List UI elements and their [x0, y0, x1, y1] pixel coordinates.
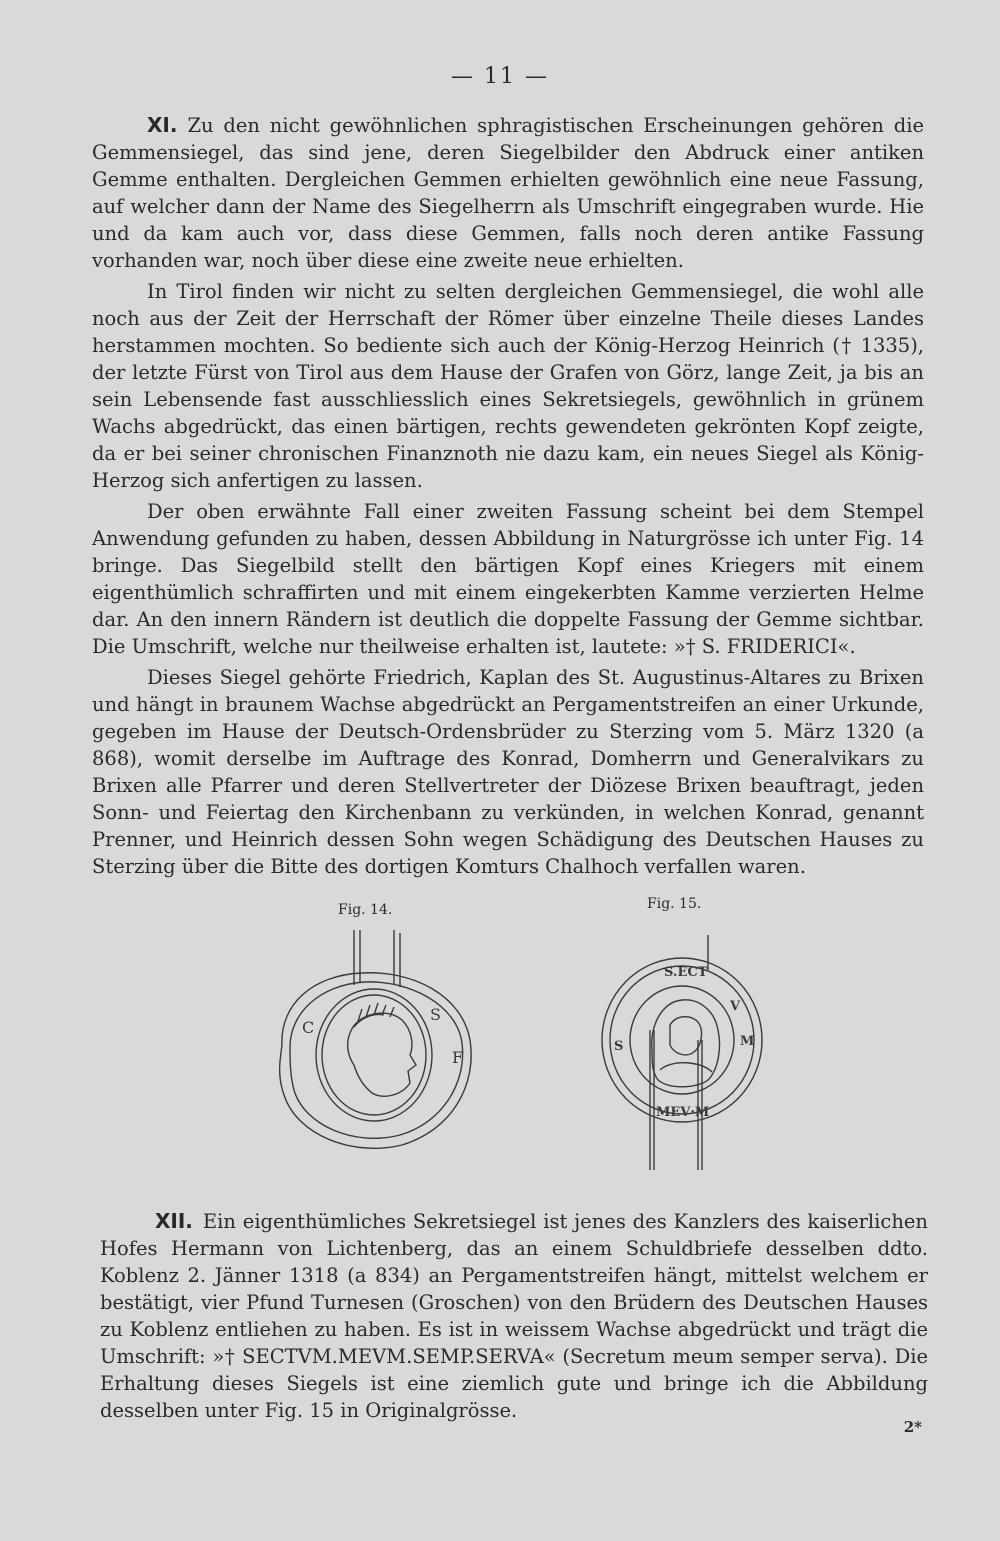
- fig-15-inscription-right-1: V: [730, 999, 741, 1014]
- fig-15-inscription-left: S: [614, 1039, 624, 1054]
- fig-15-inscription-bottom: MEV·M: [656, 1105, 710, 1120]
- fig-14-caption: Fig. 14.: [338, 902, 393, 918]
- section-xi: [92, 112, 924, 884]
- fig-15-caption: Fig. 15.: [647, 896, 702, 912]
- section-xii-paragraph-1: XII. Ein eigenthümliches Sekretsiegel ist jenes des Kanzlers des kaiserlichen Hofes Hermann von Lichtenberg, das an einem Schuldbriefe desselben ddto. Koblenz 2. Jänner 1318 (a 834) an Pergamentstreifen hängt, mittelst welchem er bestätigt, vier Pfund Turnesen (Groschen) von den Brüdern des Deutschen Hauses zu Koblenz entliehen zu haben. Es ist in weissem Wachse abgedrückt und trägt die Umschrift: »† SECTVM.MEVM.SEMP.SERVA« (Secretum meum semper serva). Die Erhaltung dieses Siegels ist eine ziemlich gute und bringe ich die Abbildung desselben unter Fig. 15 in Originalgrösse.: [100, 1209, 928, 1422]
- section-xi-paragraph-1: XI. Zu den nicht gewöhnlichen sphragistischen Erscheinungen gehören die Gemmensiegel, das sind jene, deren Siegelbilder den Abdruck einer antiken Gemme enthalten. Dergleichen Gemmen erhielten gewöhnlich eine neue Fassung, auf welcher dann der Name des Siegelherrn als Umschrift eingegraben wurde. Hie und da kam auch vor, dass diese Gemmen, falls noch deren antike Fassung vorhanden war, noch über diese eine zweite neue erhielten.: [92, 113, 924, 272]
- fig-15-inscription-right-2: M: [740, 1034, 755, 1049]
- page-number: — 11 —: [451, 64, 549, 89]
- section-xi-label: XI.: [147, 113, 178, 137]
- section-xii: [100, 1208, 928, 1428]
- fig-14-inscription-f: F: [452, 1048, 464, 1067]
- fig-14-inscription-c: C: [302, 1018, 315, 1037]
- section-xi-paragraph-3: Der oben erwähnte Fall einer zweiten Fassung scheint bei dem Stempel Anwendung gefunden zu haben, dessen Abbildung in Naturgrösse ich unter Fig. 14 bringe. Das Siegelbild stellt den bärtigen Kopf eines Kriegers mit einem eigenthümlich schraffirten und mit einem eingekerbten Kamme verzierten Helme dar. An den innern Rändern ist deutlich die doppelte Fassung der Gemme sichtbar. Die Umschrift, welche nur theilweise erhalten ist, lautete: »† S. FRIDERICI«.: [92, 500, 924, 658]
- fig-14-inscription-s: S: [430, 1005, 441, 1024]
- fig-15-inscription-top: S.ECT: [664, 965, 708, 980]
- section-xi-paragraph-4: Dieses Siegel gehörte Friedrich, Kaplan des St. Augustinus-Altares zu Brixen und hängt in braunem Wachse abgedrückt an Pergamentstreifen an einer Urkunde, gegeben im Hause der Deutsch-Ordensbrüder zu Sterzing vom 5. März 1320 (a 868), womit derselbe im Auftrage des Konrad, Domherrn und Generalvikars zu Brixen alle Pfarrer und deren Stellvertreter der Diözese Brixen beauftragt, jeden Sonn- und Feiertag den Kirchenbann zu verkünden, in welchen Konrad, genannt Prenner, und Heinrich dessen Sohn wegen Schädigung des Deutschen Hauses zu Sterzing über die Bitte des dortigen Komturs Chalhoch verfallen waren.: [92, 666, 924, 878]
- signature-mark: 2*: [903, 1418, 922, 1436]
- section-xi-paragraph-2: In Tirol finden wir nicht zu selten dergleichen Gemmensiegel, die wohl alle noch aus der Zeit der Herrschaft der Römer über einzelne Theile dieses Landes herstammen mochten. So bediente sich auch der König-Herzog Heinrich († 1335), der letzte Fürst von Tirol aus dem Hause der Grafen von Görz, lange Zeit, ja bis an sein Lebensende fast ausschliesslich eines Sekretsiegels, gewöhnlich in grünem Wachs abgedrückt, das einen bärtigen, rechts gewendeten gekrönten Kopf zeigte, da er bei seiner chronischen Finanznoth nie dazu kam, ein neues Siegel als König-Herzog sich anfertigen zu lassen.: [92, 280, 924, 492]
- fig-14-seal-illustration: [262, 925, 482, 1175]
- section-xii-label: XII.: [155, 1209, 193, 1233]
- fig-15-seal-illustration: [590, 930, 780, 1175]
